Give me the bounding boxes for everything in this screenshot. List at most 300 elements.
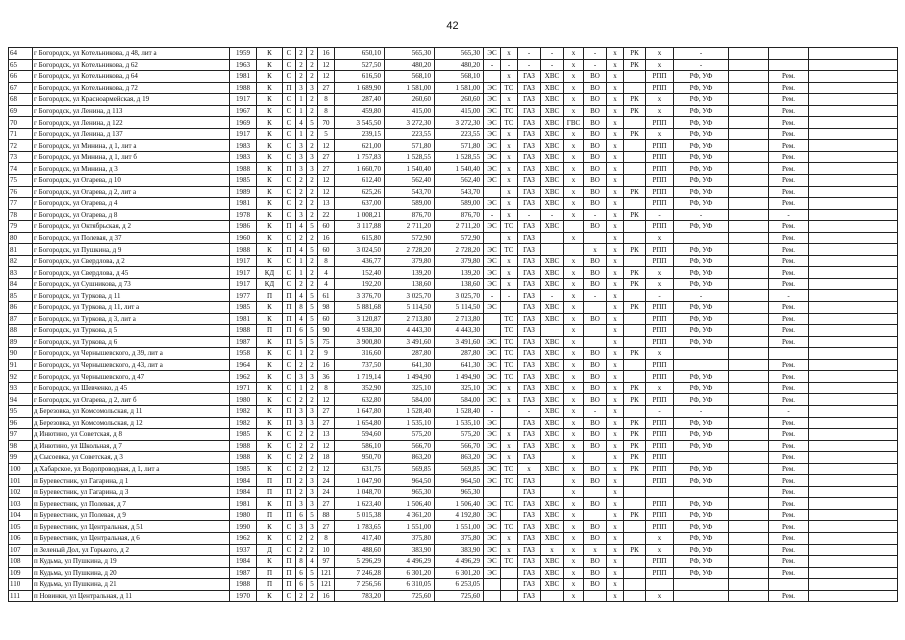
table-row [9, 175, 898, 187]
table-cell: Рем. [769, 463, 809, 475]
row-number-cell: 75 [9, 175, 33, 187]
table-cell: ГАЗ [518, 267, 541, 279]
table-cell: 6 301,20 [435, 567, 484, 579]
table-cell: Рем. [769, 498, 809, 510]
row-number-cell: 107 [9, 544, 33, 556]
table-cell: ВО [584, 556, 607, 568]
table-cell: х [564, 313, 584, 325]
table-cell: Рем. [769, 140, 809, 152]
address-cell: г Богородск, ул Ленина, д 122 [33, 117, 230, 129]
table-cell: 641,30 [435, 359, 484, 371]
table-cell: 2 [307, 394, 318, 406]
table-cell: Рем. [769, 175, 809, 187]
table-cell: 4 [296, 244, 307, 256]
table-cell: 2 [296, 590, 307, 602]
table-cell: РФ, УФ [674, 151, 729, 163]
table-cell: ВО [584, 463, 607, 475]
table-cell: х [607, 382, 624, 394]
table-cell [729, 440, 769, 452]
table-cell: РФ, УФ [674, 532, 729, 544]
table-cell: ЭС [484, 163, 501, 175]
table-cell: ГАЗ [518, 302, 541, 314]
table-cell: РПП [646, 475, 674, 487]
table-cell: 60 [318, 313, 335, 325]
table-cell: х [646, 232, 674, 244]
table-cell: К [257, 417, 283, 429]
table-cell: 2 728,20 [385, 244, 435, 256]
table-cell: 12 [318, 440, 335, 452]
table-cell: 2 [296, 463, 307, 475]
table-cell: х [501, 94, 518, 106]
table-cell: ГАЗ [518, 590, 541, 602]
table-cell: 6 253,05 [435, 579, 484, 591]
table-cell [624, 336, 646, 348]
table-cell: 1 757,83 [335, 151, 385, 163]
table-cell: х [501, 186, 518, 198]
table-cell: 5 114,50 [385, 302, 435, 314]
table-cell: ХВС [541, 521, 564, 533]
table-cell: 1 581,00 [385, 82, 435, 94]
address-cell: г Богородск, ул Туркова, д 5 [33, 325, 230, 337]
table-cell: 1988 [230, 82, 257, 94]
table-cell: ТС [501, 463, 518, 475]
table-cell: РФ, УФ [674, 509, 729, 521]
table-cell: х [564, 105, 584, 117]
table-cell: - [518, 209, 541, 221]
table-cell: ЭС [484, 128, 501, 140]
table-cell [584, 325, 607, 337]
table-cell: х [564, 394, 584, 406]
table-cell [729, 394, 769, 406]
table-cell: РПП [646, 82, 674, 94]
table-cell: 27 [318, 498, 335, 510]
table-cell: Рем. [769, 590, 809, 602]
table-cell: ВО [584, 105, 607, 117]
table-cell: П [283, 567, 296, 579]
table-cell: х [564, 209, 584, 221]
table-cell: Рем. [769, 382, 809, 394]
table-cell: 2 [296, 486, 307, 498]
table-row [9, 567, 898, 579]
table-cell: ГАЗ [518, 452, 541, 464]
table-cell: С [283, 429, 296, 441]
table-cell [809, 556, 898, 568]
table-cell: х [607, 394, 624, 406]
table-cell: 5 [307, 244, 318, 256]
table-cell: К [257, 255, 283, 267]
table-cell: ХВС [541, 348, 564, 360]
table-cell [541, 486, 564, 498]
table-cell: К [257, 244, 283, 256]
table-cell [501, 417, 518, 429]
table-cell: ЭС [484, 371, 501, 383]
table-cell: ГАЗ [518, 278, 541, 290]
table-cell: ТС [501, 521, 518, 533]
table-cell: ГАЗ [518, 567, 541, 579]
table-cell [809, 590, 898, 602]
table-cell: ВО [584, 532, 607, 544]
table-cell: 260,60 [435, 94, 484, 106]
table-cell: ГАЗ [518, 336, 541, 348]
table-cell: РК [624, 59, 646, 71]
table-cell: ГАЗ [518, 151, 541, 163]
table-cell: РК [624, 48, 646, 60]
table-cell: П [257, 325, 283, 337]
table-cell: 3 [296, 140, 307, 152]
table-cell: К [257, 232, 283, 244]
table-cell: 2 [296, 394, 307, 406]
table-cell [809, 463, 898, 475]
table-cell: ГАЗ [518, 82, 541, 94]
table-cell: 480,20 [435, 59, 484, 71]
table-cell [809, 140, 898, 152]
table-cell: ВО [584, 94, 607, 106]
table-cell [564, 244, 584, 256]
table-cell: РФ, УФ [674, 140, 729, 152]
address-cell: г Богородск, ул Минина, д 3 [33, 163, 230, 175]
table-cell: РФ, УФ [674, 498, 729, 510]
table-row [9, 82, 898, 94]
table-cell: ВО [584, 221, 607, 233]
table-cell: Рем. [769, 255, 809, 267]
table-cell [809, 244, 898, 256]
table-cell [809, 509, 898, 521]
table-cell: Рем. [769, 198, 809, 210]
table-cell: 586,10 [335, 440, 385, 452]
table-cell [501, 579, 518, 591]
table-cell: ВО [584, 567, 607, 579]
table-cell: ХВС [541, 82, 564, 94]
address-cell: п Буревестник, ул Полевая, д 7 [33, 498, 230, 510]
table-cell: 584,00 [385, 394, 435, 406]
table-cell: х [564, 452, 584, 464]
table-cell: 2 711,20 [385, 221, 435, 233]
table-cell: 1981 [230, 198, 257, 210]
table-cell: 1 528,55 [435, 151, 484, 163]
table-cell: 1960 [230, 232, 257, 244]
table-cell: Рем. [769, 105, 809, 117]
table-cell: 2 [307, 359, 318, 371]
table-cell: ЭС [484, 509, 501, 521]
table-cell: ВО [584, 359, 607, 371]
table-cell: х [646, 532, 674, 544]
table-cell [809, 175, 898, 187]
table-row [9, 336, 898, 348]
table-cell: ЭС [484, 544, 501, 556]
table-cell: х [607, 105, 624, 117]
table-cell: РК [624, 302, 646, 314]
table-cell: 13 [318, 198, 335, 210]
row-number-cell: 95 [9, 405, 33, 417]
table-cell [729, 405, 769, 417]
table-cell: 964,50 [435, 475, 484, 487]
table-cell: х [607, 140, 624, 152]
table-cell [809, 232, 898, 244]
table-cell: ГАЗ [518, 509, 541, 521]
table-cell: 2 [307, 440, 318, 452]
table-cell [809, 521, 898, 533]
table-cell [809, 117, 898, 129]
table-cell: х [501, 175, 518, 187]
table-cell: 965,30 [385, 486, 435, 498]
table-cell: ГАЗ [518, 532, 541, 544]
table-cell: РФ, УФ [674, 244, 729, 256]
table-cell: П [283, 475, 296, 487]
table-cell: 5 [307, 290, 318, 302]
table-cell: 575,20 [385, 429, 435, 441]
table-cell: Рем. [769, 417, 809, 429]
table-cell: х [564, 475, 584, 487]
table-cell: Рем. [769, 440, 809, 452]
table-cell: 7 246,28 [335, 567, 385, 579]
table-cell: 565,30 [385, 48, 435, 60]
table-cell: 2 [296, 71, 307, 83]
table-cell: 2 [307, 267, 318, 279]
table-cell: РПП [646, 567, 674, 579]
table-cell: С [283, 48, 296, 60]
table-cell [729, 382, 769, 394]
row-number-cell: 92 [9, 371, 33, 383]
table-cell: 24 [318, 475, 335, 487]
table-cell: 1959 [230, 48, 257, 60]
table-cell: РК [624, 267, 646, 279]
table-cell: х [564, 198, 584, 210]
table-cell: К [257, 440, 283, 452]
table-cell: 4 [296, 313, 307, 325]
table-cell: РК [624, 429, 646, 441]
table-cell: 13 [318, 429, 335, 441]
table-cell: ХВС [541, 417, 564, 429]
table-cell: х [607, 255, 624, 267]
table-cell: 3 [296, 417, 307, 429]
row-number-cell: 100 [9, 463, 33, 475]
table-cell: РФ, УФ [674, 163, 729, 175]
row-number-cell: 102 [9, 486, 33, 498]
table-cell [541, 325, 564, 337]
row-number-cell: 77 [9, 198, 33, 210]
table-cell: 965,30 [435, 486, 484, 498]
table-cell: С [283, 440, 296, 452]
table-cell: 4 [307, 556, 318, 568]
row-number-cell: 71 [9, 128, 33, 140]
table-cell: 3 [296, 163, 307, 175]
table-cell: П [257, 290, 283, 302]
table-cell: 2 [307, 186, 318, 198]
table-cell: ВО [584, 163, 607, 175]
table-cell: ВО [584, 475, 607, 487]
table-row [9, 163, 898, 175]
table-cell: 16 [318, 48, 335, 60]
table-cell: РК [624, 382, 646, 394]
table-cell: 417,40 [335, 532, 385, 544]
table-cell: 8 [318, 532, 335, 544]
table-cell: 4 496,29 [385, 556, 435, 568]
table-cell [729, 232, 769, 244]
table-cell: 1 551,00 [435, 521, 484, 533]
table-cell: 22 [318, 209, 335, 221]
table-cell: 5 114,50 [435, 302, 484, 314]
table-cell: х [564, 48, 584, 60]
table-cell [584, 336, 607, 348]
address-cell: г Богородск, ул Пушкина, д 9 [33, 244, 230, 256]
table-cell: х [564, 590, 584, 602]
table-cell [729, 417, 769, 429]
table-cell: 1983 [230, 140, 257, 152]
table-cell: ХВС [541, 556, 564, 568]
table-cell: 1 048,70 [335, 486, 385, 498]
table-cell: РФ, УФ [674, 198, 729, 210]
table-cell: 3 025,70 [385, 290, 435, 302]
table-cell: х [646, 348, 674, 360]
table-cell: ВО [584, 521, 607, 533]
table-cell [729, 486, 769, 498]
row-number-cell: 90 [9, 348, 33, 360]
table-cell [624, 359, 646, 371]
table-cell: ХВС [541, 105, 564, 117]
row-number-cell: 89 [9, 336, 33, 348]
table-cell: 260,60 [385, 94, 435, 106]
address-cell: г Богородск, ул Чернышевского, д 39, лит а [33, 348, 230, 360]
table-cell: С [283, 371, 296, 383]
table-cell: РПП [646, 556, 674, 568]
table-cell: К [257, 198, 283, 210]
table-cell: х [501, 267, 518, 279]
table-cell: 36 [318, 371, 335, 383]
table-row [9, 440, 898, 452]
table-cell: 3 272,30 [385, 117, 435, 129]
table-cell: - [501, 59, 518, 71]
table-cell [674, 348, 729, 360]
table-cell: Рем. [769, 82, 809, 94]
table-cell: - [584, 209, 607, 221]
table-cell [809, 209, 898, 221]
table-cell: Рем. [769, 452, 809, 464]
table-cell: ВО [584, 140, 607, 152]
table-cell [729, 267, 769, 279]
table-cell [729, 290, 769, 302]
table-cell: РФ, УФ [674, 82, 729, 94]
table-cell: ЭС [484, 532, 501, 544]
table-cell: 4 [296, 221, 307, 233]
table-cell [729, 452, 769, 464]
table-cell: 6 [296, 325, 307, 337]
table-cell: ЭС [484, 82, 501, 94]
table-cell: Рем. [769, 244, 809, 256]
table-cell: 1 [296, 105, 307, 117]
table-cell: х [564, 94, 584, 106]
table-cell [809, 313, 898, 325]
table-cell: 325,10 [385, 382, 435, 394]
table-cell: х [646, 59, 674, 71]
table-cell: К [257, 382, 283, 394]
table-cell [624, 325, 646, 337]
table-cell [484, 590, 501, 602]
table-cell: 2 [307, 255, 318, 267]
table-cell: ЭС [484, 440, 501, 452]
table-cell [624, 590, 646, 602]
table-cell: 1984 [230, 475, 257, 487]
table-cell: ГАЗ [518, 175, 541, 187]
table-cell: х [564, 302, 584, 314]
address-cell: п Буревестник, ул Центральная, д 51 [33, 521, 230, 533]
table-cell: С [283, 348, 296, 360]
table-cell: 223,55 [435, 128, 484, 140]
table-row [9, 498, 898, 510]
table-cell: Рем. [769, 151, 809, 163]
table-cell: 612,40 [335, 175, 385, 187]
table-cell: РПП [646, 151, 674, 163]
table-cell: 27 [318, 82, 335, 94]
table-cell [809, 440, 898, 452]
row-number-cell: 110 [9, 579, 33, 591]
table-cell: 383,90 [385, 544, 435, 556]
table-cell: 2 [307, 544, 318, 556]
table-cell: 12 [318, 140, 335, 152]
row-number-cell: 73 [9, 151, 33, 163]
table-cell [809, 382, 898, 394]
table-cell: 4 938,30 [335, 325, 385, 337]
row-number-cell: 104 [9, 509, 33, 521]
table-cell: 543,70 [435, 186, 484, 198]
table-cell: К [257, 590, 283, 602]
table-cell [624, 255, 646, 267]
table-cell [624, 475, 646, 487]
address-cell: п Зеленый Дол, ул Горького, д 2 [33, 544, 230, 556]
table-cell: ХВС [541, 255, 564, 267]
table-cell: С [283, 94, 296, 106]
table-cell: 876,70 [385, 209, 435, 221]
table-cell: 5 [318, 128, 335, 140]
table-cell: ГАЗ [518, 348, 541, 360]
table-cell: ВО [584, 440, 607, 452]
table-cell: 1 494,90 [435, 371, 484, 383]
row-number-cell: 98 [9, 440, 33, 452]
table-cell: х [607, 417, 624, 429]
table-cell: 3 120,87 [335, 313, 385, 325]
table-cell: 1988 [230, 163, 257, 175]
table-cell: К [257, 71, 283, 83]
table-cell: х [607, 567, 624, 579]
table-cell: х [646, 590, 674, 602]
table-cell: ЭС [484, 382, 501, 394]
table-cell [624, 71, 646, 83]
table-cell: 375,80 [435, 532, 484, 544]
table-cell: С [283, 198, 296, 210]
table-cell: х [607, 405, 624, 417]
table-cell: х [501, 128, 518, 140]
table-cell: ГАЗ [518, 382, 541, 394]
table-cell: К [257, 175, 283, 187]
table-row [9, 94, 898, 106]
table-cell [809, 302, 898, 314]
table-cell [729, 198, 769, 210]
table-cell: х [584, 544, 607, 556]
table-cell: РФ, УФ [674, 221, 729, 233]
table-cell [809, 498, 898, 510]
table-cell: 632,80 [335, 394, 385, 406]
table-cell: 3 025,70 [435, 290, 484, 302]
table-cell: ВО [584, 278, 607, 290]
table-cell: 1 506,40 [435, 498, 484, 510]
table-cell: 1970 [230, 590, 257, 602]
table-cell: х [607, 302, 624, 314]
table-cell: П [283, 417, 296, 429]
table-cell [729, 463, 769, 475]
table-cell: х [607, 579, 624, 591]
row-number-cell: 96 [9, 417, 33, 429]
table-cell: РФ, УФ [674, 267, 729, 279]
table-cell: 1 551,00 [385, 521, 435, 533]
